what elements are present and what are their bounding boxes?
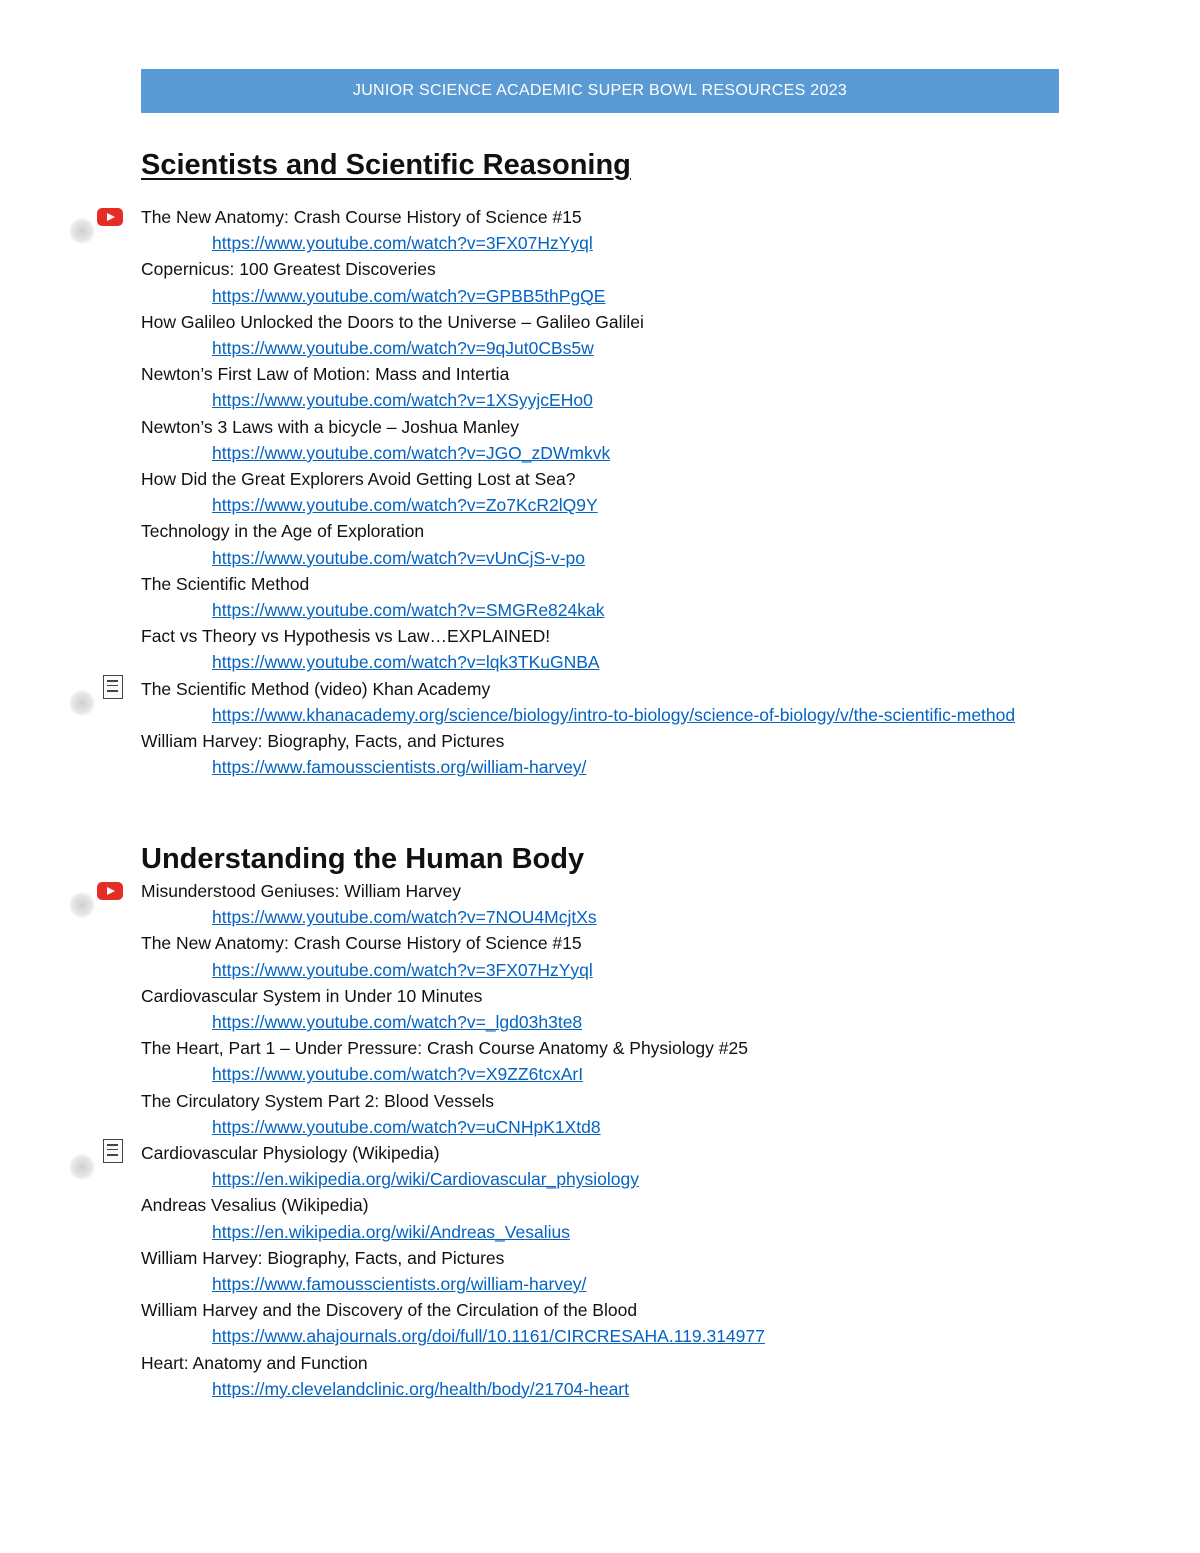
document-icon (103, 1139, 123, 1163)
resource-item (141, 204, 1041, 256)
resource-title: The Scientific Method (video) Khan Academy (141, 678, 491, 699)
resource-item (141, 518, 1041, 570)
resource-title: William Harvey and the Discovery of the Circulation of the Blood (141, 1300, 638, 1321)
resource-list (141, 878, 1041, 1402)
resource-item (141, 676, 1041, 728)
resource-title: Technology in the Age of Exploration (141, 521, 425, 542)
resource-link[interactable]: https://my.clevelandclinic.org/health/body/21704-heart (212, 1378, 630, 1399)
resource-title: Newton’s First Law of Motion: Mass and Intertia (141, 364, 510, 385)
resource-item (141, 1192, 1041, 1244)
resource-link[interactable]: https://www.youtube.com/watch?v=Zo7KcR2lQ9Y (212, 495, 598, 516)
resource-link[interactable]: https://www.youtube.com/watch?v=lqk3TKuGNBA (212, 652, 600, 673)
resource-link[interactable]: https://www.youtube.com/watch?v=SMGRe824kak (212, 599, 605, 620)
resource-title: Copernicus: 100 Greatest Discoveries (141, 259, 436, 280)
resource-item (141, 878, 1041, 930)
resource-link[interactable]: https://www.youtube.com/watch?v=_lgd03h3te8 (212, 1011, 583, 1032)
resource-title: Cardiovascular System in Under 10 Minutes (141, 985, 483, 1006)
resource-title: The Scientific Method (141, 573, 310, 594)
shadow-icon (69, 218, 95, 244)
resource-link[interactable]: https://www.youtube.com/watch?v=vUnCjS-v-po (212, 547, 586, 568)
resource-item (141, 728, 1041, 780)
resource-item (141, 1245, 1041, 1297)
resource-item (141, 1035, 1041, 1087)
resource-title: Andreas Vesalius (Wikipedia) (141, 1195, 369, 1216)
resource-item (141, 256, 1041, 308)
resource-title: The Circulatory System Part 2: Blood Vessels (141, 1090, 495, 1111)
resource-link[interactable]: https://www.youtube.com/watch?v=3FX07HzYyql (212, 959, 593, 980)
resource-item (141, 571, 1041, 623)
resource-link[interactable]: https://www.youtube.com/watch?v=uCNHpK1Xtd8 (212, 1116, 601, 1137)
youtube-icon (97, 208, 123, 226)
resource-title: The New Anatomy: Crash Course History of Science #15 (141, 933, 582, 954)
resource-title: How Did the Great Explorers Avoid Getting Lost at Sea? (141, 468, 576, 489)
youtube-icon (97, 882, 123, 900)
resource-link[interactable]: https://www.ahajournals.org/doi/full/10.1161/CIRCRESAHA.119.314977 (212, 1326, 765, 1347)
resource-item (141, 1088, 1041, 1140)
resource-item (141, 930, 1041, 982)
resource-title: How Galileo Unlocked the Doors to the Universe – Galileo Galilei (141, 311, 644, 332)
section-scientific-reasoning (141, 146, 1041, 780)
resource-list (141, 204, 1041, 780)
resource-link[interactable]: https://www.youtube.com/watch?v=1XSyyjcEHo0 (212, 390, 593, 411)
resource-link[interactable]: https://www.famousscientists.org/william-harvey/ (212, 1273, 587, 1294)
header-title: JUNIOR SCIENCE ACADEMIC SUPER BOWL RESOURCES 2023 (352, 82, 848, 99)
resource-title: The New Anatomy: Crash Course History of Science #15 (141, 207, 582, 227)
resource-item (141, 466, 1041, 518)
resource-link[interactable]: https://www.youtube.com/watch?v=JGO_zDWmkvk (212, 442, 611, 463)
shadow-icon (69, 690, 95, 716)
resource-link[interactable]: https://www.famousscientists.org/william-harvey/ (212, 757, 587, 778)
resource-item (141, 983, 1041, 1035)
shadow-icon (69, 1154, 95, 1180)
resource-link[interactable]: https://www.youtube.com/watch?v=3FX07HzYyql (212, 233, 593, 254)
resource-title: Fact vs Theory vs Hypothesis vs Law…EXPLAINED! (141, 626, 551, 647)
resource-title: William Harvey: Biography, Facts, and Pictures (141, 730, 505, 751)
resource-link[interactable]: https://www.youtube.com/watch?v=9qJut0CBs5w (212, 337, 594, 358)
resource-title: Newton’s 3 Laws with a bicycle – Joshua Manley (141, 416, 520, 437)
resource-item (141, 309, 1041, 361)
resource-title: William Harvey: Biography, Facts, and Pictures (141, 1247, 505, 1268)
resource-title: Cardiovascular Physiology (Wikipedia) (141, 1142, 440, 1163)
section-human-body (141, 840, 1041, 1402)
section-title: Understanding the Human Body (141, 843, 585, 875)
resource-link[interactable]: https://www.youtube.com/watch?v=X9ZZ6tcxArI (212, 1064, 584, 1085)
resource-link[interactable]: https://www.khanacademy.org/science/biology/intro-to-biology/science-of-biology/v/the-scientific-method (212, 704, 1016, 725)
resource-item (141, 1297, 1041, 1349)
resource-item (141, 623, 1041, 675)
section-title: Scientists and Scientific Reasoning (141, 149, 631, 181)
resource-link[interactable]: https://en.wikipedia.org/wiki/Cardiovascular_physiology (212, 1169, 640, 1190)
resource-link[interactable]: https://www.youtube.com/watch?v=GPBB5thPgQE (212, 285, 606, 306)
resource-title: Misunderstood Geniuses: William Harvey (141, 881, 461, 901)
resource-title: The Heart, Part 1 – Under Pressure: Crash Course Anatomy & Physiology #25 (141, 1038, 748, 1059)
resource-item (141, 361, 1041, 413)
resource-link[interactable]: https://www.youtube.com/watch?v=7NOU4McjtXs (212, 907, 597, 928)
resource-item (141, 1140, 1041, 1192)
resource-item (141, 414, 1041, 466)
resource-link[interactable]: https://en.wikipedia.org/wiki/Andreas_Vesalius (212, 1221, 570, 1242)
resource-title: Heart: Anatomy and Function (141, 1352, 368, 1373)
resource-item (141, 1350, 1041, 1402)
document-icon (103, 675, 123, 699)
header-banner (141, 69, 1059, 113)
shadow-icon (69, 892, 95, 918)
